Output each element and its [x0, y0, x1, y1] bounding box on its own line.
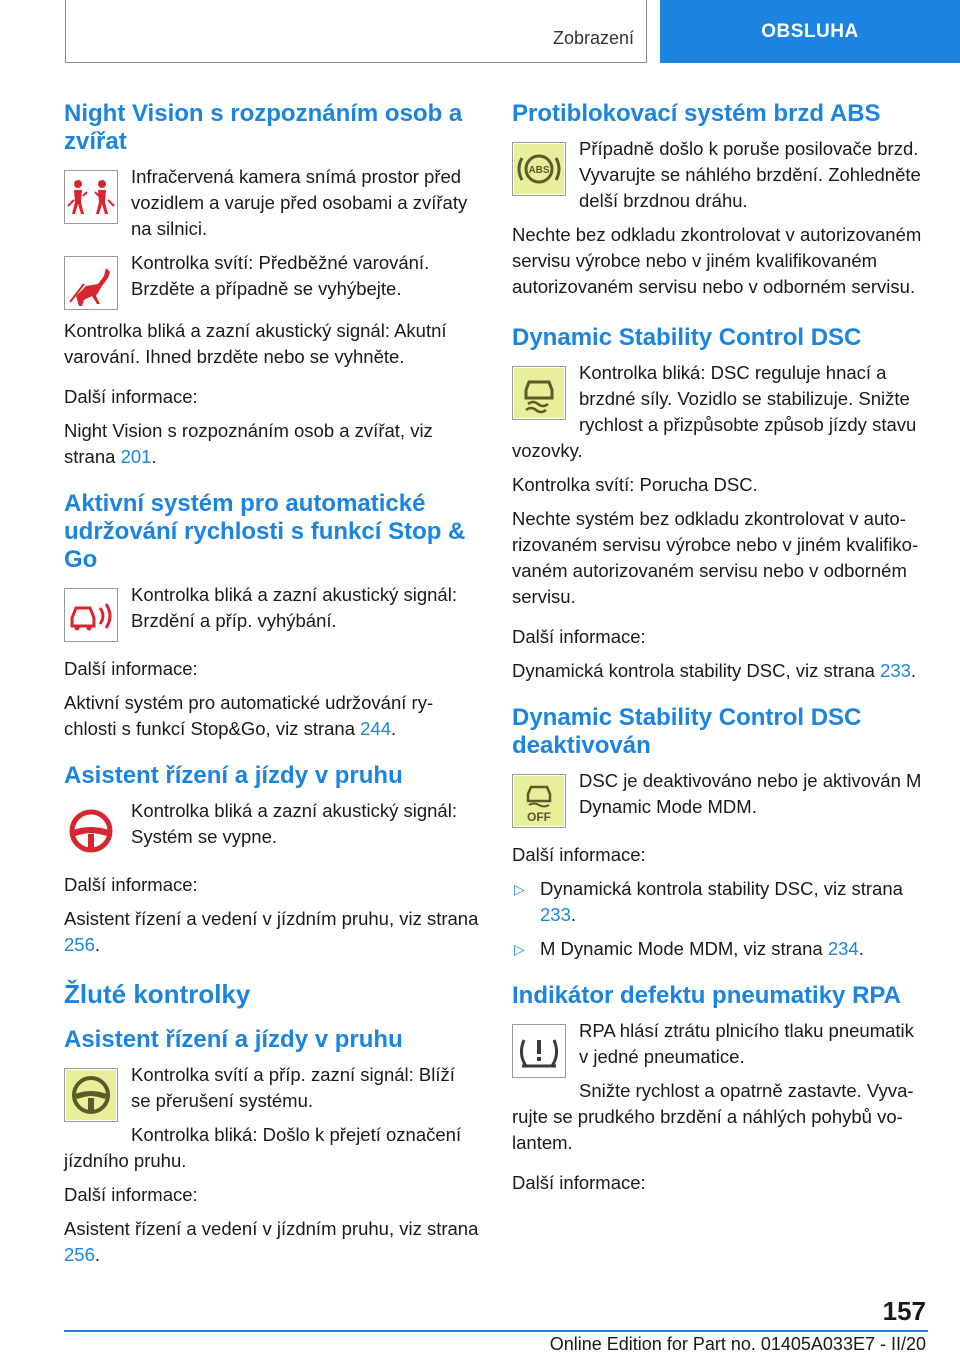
bullet-triangle-icon: ▷: [514, 881, 525, 897]
rpa-more-label: Další informace:: [512, 1172, 646, 1193]
dsc-off-more-label: Další informace:: [512, 844, 646, 865]
dsc-reference: Dynamická kontrola stability DSC, viz strana 233.: [512, 660, 917, 681]
dsc-text-2: Kontrolka svítí: Porucha DSC.: [512, 474, 758, 495]
abs-text-2: Nechte bez odkladu zkontrolovat v autorizovaném servisu výrobce nebo v jiném kvalifikovaném autorizovaném servisu nebo v odborném servisu.: [512, 224, 922, 297]
header-box: [65, 0, 647, 63]
night-vision-ref-text: Night Vision s rozpoznáním osob a zvířat, viz strana: [64, 420, 433, 467]
steering-wheel-yellow-icon: [64, 1068, 118, 1122]
section-lane-yellow: [64, 1026, 479, 1268]
night-vision-text-2: Kontrolka svítí: Předběžné varování. Brzděte a případně se vyhýbejte.: [131, 252, 430, 299]
dsc-off-bullet-1: ▷ Dynamická kontrola stability DSC, viz strana 233.: [514, 878, 903, 925]
svg-text:OFF: OFF: [527, 810, 551, 824]
dsc-text-3: Nechte systém bez odkladu zkontrolovat v autorizovaném servisu výrobce nebo v jiném kvalifikovaném autorizovaném servisu nebo v odborném servisu.: [512, 508, 919, 607]
dsc-off-bullet-1-link[interactable]: 233: [540, 904, 571, 925]
dsc-off-bullet-2-text: M Dynamic Mode MDM, viz strana: [540, 938, 828, 959]
lane-red-reference: Asistent řízení a vedení v jízdním pruhu, viz strana 256.: [64, 908, 479, 955]
dsc-off-bullet-2-link[interactable]: 234: [827, 938, 859, 959]
acc-ref-text: Aktivní systém pro automatické udržování rychlosti s funkcí Stop&Go, viz strana: [64, 692, 434, 739]
footer-edition: Online Edition for Part no. 01405A033E7 - II/20: [549, 1334, 926, 1354]
heading-dsc-off: Dynamic Stability Control DSC deaktivován: [512, 704, 862, 759]
section-night-vision: [64, 100, 479, 470]
heading-lane-yellow: Asistent řízení a jízdy v pruhu: [64, 1026, 403, 1053]
dsc-off-bullet-1-text: Dynamická kontrola stability DSC, viz strana: [540, 878, 903, 899]
night-vision-page-link[interactable]: 201: [120, 446, 152, 467]
section-rpa: [512, 982, 927, 1196]
abs-icon: [512, 142, 566, 196]
lane-yellow-more-label: Další informace:: [64, 1184, 198, 1205]
lane-yellow-reference: Asistent řízení a vedení v jízdním pruhu, viz strana 256.: [64, 1218, 479, 1265]
rpa-text-1: RPA hlásí ztrátu plnicího tlaku pneumatik v jedné pneumatice.: [579, 1020, 914, 1067]
pedestrian-warning-icon: [64, 170, 118, 224]
heading-acc: Aktivní systém pro automatické udržování rychlosti s funkcí Stop & Go: [64, 490, 466, 573]
lane-red-page-link[interactable]: 256: [64, 934, 95, 955]
yellow-lights-title: Žluté kontrolky: [64, 979, 251, 1009]
tire-pressure-icon: [512, 1024, 566, 1078]
lane-yellow-page-link[interactable]: 256: [64, 1244, 95, 1265]
footer-divider: [64, 1330, 928, 1332]
dsc-off-bullet-2: ▷ M Dynamic Mode MDM, viz strana 234.: [512, 936, 927, 962]
night-vision-text-3: Kontrolka bliká a zazní akustický signál: Akutní varování. Ihned brzděte nebo se vyhněte.: [64, 320, 447, 367]
heading-rpa: Indikátor defektu pneumatiky RPA: [512, 982, 901, 1009]
header-section-title: Zobrazení: [552, 28, 634, 48]
dsc-icon: [512, 366, 566, 420]
right-column: [512, 100, 927, 1216]
lane-red-more-label: Další informace:: [64, 874, 198, 895]
dsc-text-1: Kontrolka bliká: DSC reguluje hnací a brzdné síly. Vozidlo se stabilizuje. Snižte rychlost a přizpůsobte způsob jízdy stavu vozovky.: [512, 362, 917, 461]
heading-night-vision: Night Vision s rozpoznáním osob a zvířat: [64, 100, 463, 155]
night-vision-more-label: Další informace:: [64, 386, 198, 407]
acc-more-label: Další informace:: [64, 658, 198, 679]
section-lane-red: [64, 762, 479, 958]
svg-text:ABS: ABS: [528, 165, 550, 176]
dsc-more-label: Další informace:: [512, 626, 646, 647]
lane-yellow-text-2: Kontrolka bliká: Došlo k přejetí označení jízdního pruhu.: [64, 1124, 462, 1171]
deer-warning-icon: [64, 256, 118, 310]
section-abs: [512, 100, 927, 300]
heading-lane-red: Asistent řízení a jízdy v pruhu: [64, 762, 403, 789]
dsc-ref-text: Dynamická kontrola stability DSC, viz strana: [512, 660, 881, 681]
section-dsc: [512, 324, 927, 684]
dsc-off-icon: [512, 774, 566, 828]
section-acc: [64, 490, 479, 742]
night-vision-reference: Night Vision s rozpoznáním osob a zvířat, viz strana 201.: [64, 420, 433, 467]
steering-wheel-red-icon: [64, 804, 118, 858]
lane-yellow-text-1: Kontrolka svítí a příp. zazní signál: Blíží se přerušení systému.: [131, 1064, 455, 1111]
dsc-off-text-1: DSC je deaktivováno nebo je aktivován M Dynamic Mode MDM.: [579, 770, 922, 817]
heading-dsc: Dynamic Stability Control DSC: [512, 324, 862, 351]
heading-abs: Protiblokovací systém brzd ABS: [512, 100, 881, 127]
acc-reference: Aktivní systém pro automatické udržování rychlosti s funkcí Stop&Go, viz strana 244.: [64, 692, 434, 739]
acc-text-1: Kontrolka bliká a zazní akustický signál: Brzdění a příp. vyhýbání.: [131, 584, 457, 631]
section-dsc-off: [512, 704, 927, 962]
bullet-triangle-icon: ▷: [514, 941, 525, 957]
left-column: [64, 100, 479, 1288]
lane-red-ref-text: Asistent řízení a vedení v jízdním pruhu, viz strana: [64, 908, 479, 929]
acc-collision-icon: [64, 588, 118, 642]
night-vision-text-1: Infračervená kamera snímá prostor před vozidlem a varuje před osobami a zvířaty na silnici.: [131, 166, 468, 239]
dsc-page-link[interactable]: 233: [880, 660, 911, 681]
acc-page-link[interactable]: 244: [360, 718, 392, 739]
page-number: 157: [882, 1296, 926, 1326]
lane-yellow-ref-text: Asistent řízení a vedení v jízdním pruhu, viz strana: [64, 1218, 479, 1239]
abs-text-1: Případně došlo k poruše posilovače brzd. Vyvarujte se náhlého brzdění. Zohledněte delší brzdnou dráhu.: [579, 138, 921, 211]
header-chapter-tab[interactable]: OBSLUHA: [660, 0, 960, 63]
lane-red-text-1: Kontrolka bliká a zazní akustický signál: Systém se vypne.: [131, 800, 457, 847]
rpa-text-2: Snižte rychlost a opatrně zastavte. Vyvarujte se prudkého brzdění a náhlých pohybů volantem.: [512, 1080, 914, 1153]
